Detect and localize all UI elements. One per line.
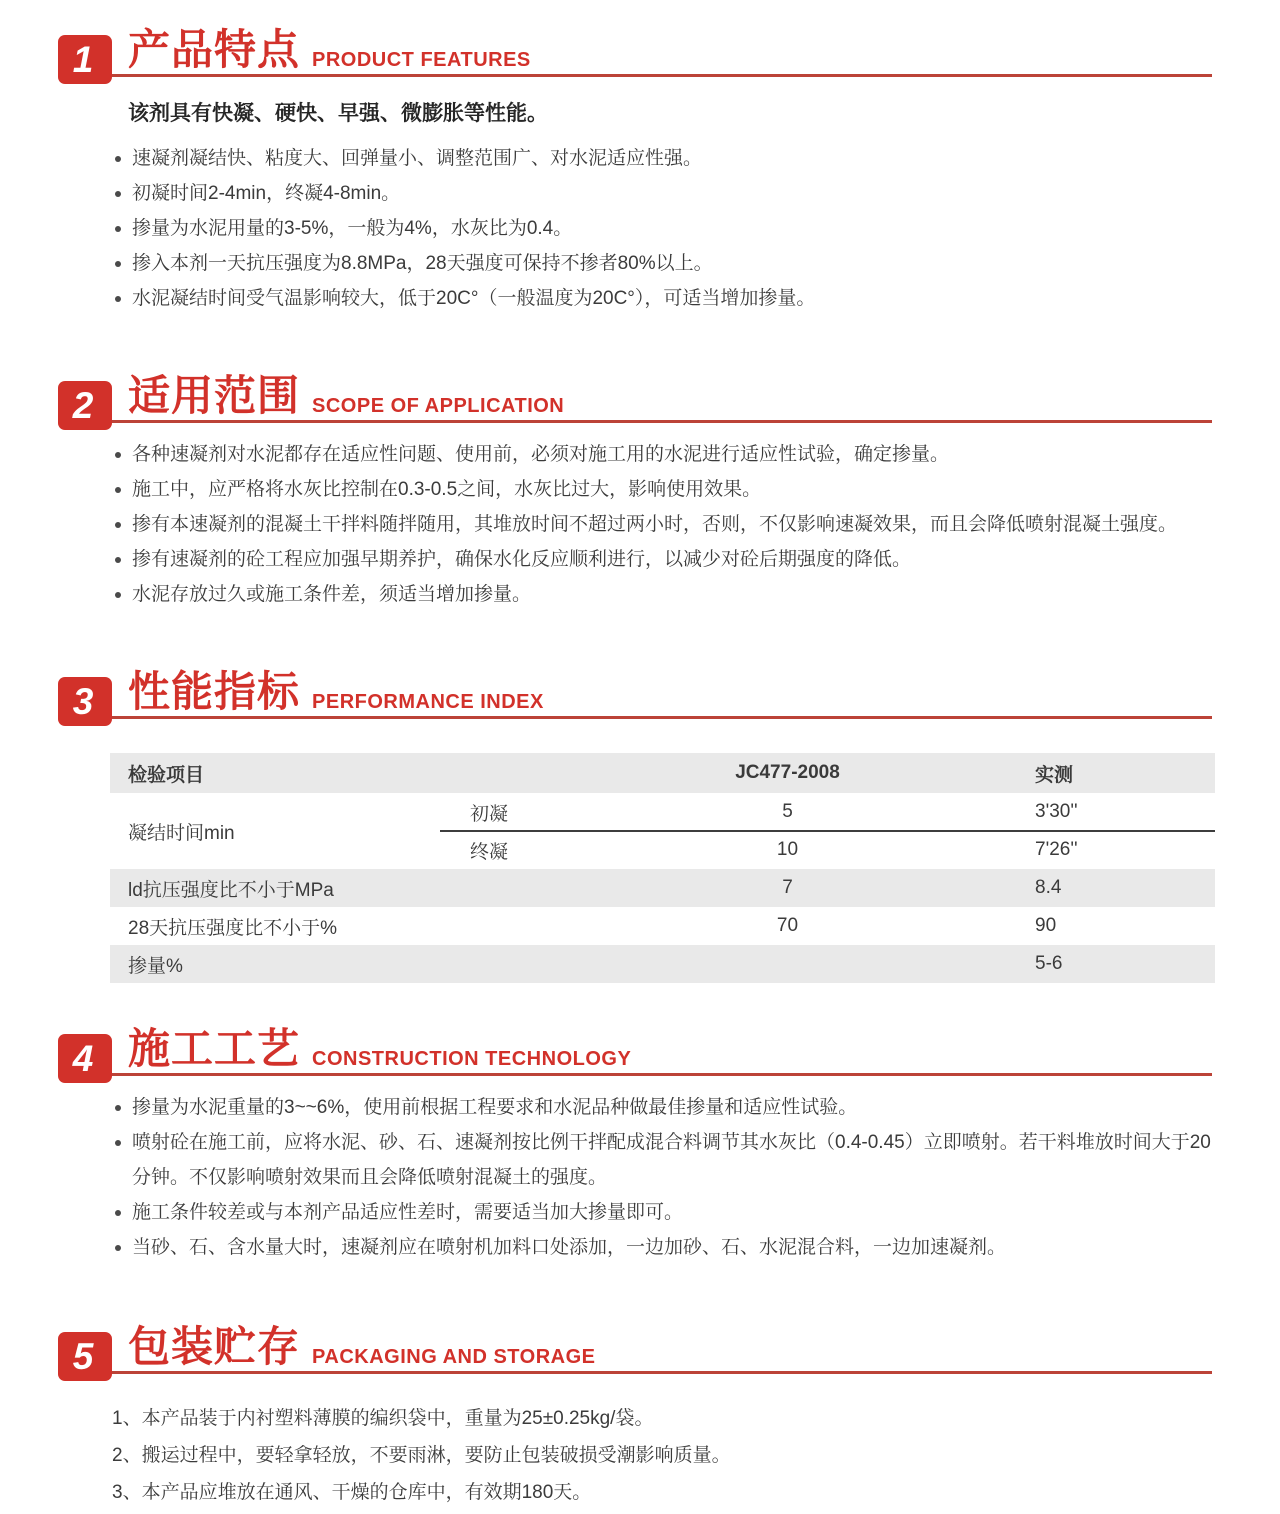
packaging-list xyxy=(112,1400,1212,1511)
bullet-icon xyxy=(115,487,121,493)
section-1-number: 1 xyxy=(72,39,94,80)
cell-standard: 5 xyxy=(782,801,793,822)
section-3-title-zh: 性能指标 xyxy=(128,668,301,715)
section-2-title-en: SCOPE OF APPLICATION xyxy=(312,395,565,417)
list-item xyxy=(115,246,1212,281)
list-item xyxy=(115,1230,1212,1265)
section-3-number: 3 xyxy=(72,681,94,722)
section-1-header xyxy=(58,26,1212,80)
section-4-title-zh: 施工工艺 xyxy=(128,1025,301,1072)
bullet-icon xyxy=(115,1105,121,1111)
section-2-number-badge xyxy=(58,381,112,430)
section-2-number: 2 xyxy=(72,385,94,426)
features-intro: 该剂具有快凝、硬快、早强、微膨胀等性能。 xyxy=(128,102,548,125)
table-row xyxy=(110,793,1215,831)
bullet-icon xyxy=(115,156,121,162)
performance-table xyxy=(110,753,1215,983)
bullet-icon xyxy=(115,522,121,528)
scope-list xyxy=(115,437,1212,612)
section-3-header xyxy=(58,668,1212,722)
list-item-text: 水泥存放过久或施工条件差，须适当增加掺量。 xyxy=(132,584,532,605)
numbered-item: 3、本产品应堆放在通风、干燥的仓库中，有效期180天。 xyxy=(112,1482,592,1503)
numbered-item: 2、搬运过程中，要轻拿轻放，不要雨淋，要防止包装破损受潮影响质量。 xyxy=(112,1445,731,1466)
numbered-item: 1、本产品装于内衬塑料薄膜的编织袋中，重量为25±0.25kg/袋。 xyxy=(112,1408,654,1429)
list-item xyxy=(115,1125,1212,1195)
cell-measured: 3'30'' xyxy=(1035,801,1078,822)
list-item-text: 各种速凝剂对水泥都存在适应性问题、使用前，必须对施工用的水泥进行适应性试验，确定掺量。 xyxy=(132,444,950,465)
list-item-text: 速凝剂凝结快、粘度大、回弹量小、调整范围广、对水泥适应性强。 xyxy=(132,148,703,169)
section-2-title-zh: 适用范围 xyxy=(128,372,301,419)
list-item xyxy=(115,437,1212,472)
bullet-icon xyxy=(115,1210,121,1216)
list-item xyxy=(115,542,1212,577)
bullet-icon xyxy=(115,452,121,458)
section-2-header xyxy=(58,372,1212,426)
section-product-features xyxy=(58,28,1212,316)
cell-label: 掺量% xyxy=(128,955,183,977)
column-header-item: 检验项目 xyxy=(128,764,205,786)
list-item-text: 掺量为水泥重量的3~~6%，使用前根据工程要求和水泥品种做最佳掺量和适应性试验。 xyxy=(132,1097,858,1118)
list-item-text: 喷射砼在施工前，应将水泥、砂、石、速凝剂按比例干拌配成混合料调节其水灰比（0.4-0.45）立即喷射。若干料堆放时间大于20分钟。不仅影响喷射效果而且会降低喷射混凝土的强度。 xyxy=(132,1132,1211,1188)
section-5-number-badge xyxy=(58,1332,112,1381)
section-construction-technology xyxy=(58,1027,1212,1265)
bullet-icon xyxy=(115,592,121,598)
section-1-title-en: PRODUCT FEATURES xyxy=(312,49,531,71)
section-4-number: 4 xyxy=(72,1038,94,1079)
section-1-title-zh: 产品特点 xyxy=(128,26,301,73)
bullet-icon xyxy=(115,557,121,563)
list-item-text: 掺量为水泥用量的3-5%，一般为4%，水灰比为0.4。 xyxy=(132,218,573,239)
section-packaging-storage xyxy=(58,1325,1212,1511)
section-3-number-badge xyxy=(58,677,112,726)
construction-list xyxy=(115,1090,1212,1265)
list-item-text: 掺有速凝剂的砼工程应加强早期养护，确保水化反应顺利进行，以减少对砼后期强度的降低。 xyxy=(132,549,912,570)
cell-measured: 8.4 xyxy=(1035,877,1062,898)
list-item-text: 初凝时间2-4min，终凝4-8min。 xyxy=(132,183,401,204)
table-row xyxy=(110,907,1215,945)
list-item xyxy=(115,176,1212,211)
list-item-text: 当砂、石、含水量大时，速凝剂应在喷射机加料口处添加，一边加砂、石、水泥混合料，一边加速凝剂。 xyxy=(132,1237,1007,1258)
cell-sub-name: 终凝 xyxy=(470,841,509,863)
cell-standard: 70 xyxy=(776,915,799,936)
list-item-text: 施工条件较差或与本剂产品适应性差时，需要适当加大掺量即可。 xyxy=(132,1202,684,1223)
cell-standard: 7 xyxy=(782,877,793,898)
cell-standard: 10 xyxy=(776,839,799,860)
table-row xyxy=(110,869,1215,907)
list-item xyxy=(115,211,1212,246)
cell-label: ld抗压强度比不小于MPa xyxy=(128,879,334,901)
column-header-measured: 实测 xyxy=(1035,764,1074,786)
list-item xyxy=(115,577,1212,612)
section-5-number: 5 xyxy=(72,1336,94,1377)
bullet-icon xyxy=(115,296,121,302)
list-item xyxy=(115,141,1212,176)
group-divider-line xyxy=(440,830,1215,832)
list-item xyxy=(115,472,1212,507)
bullet-icon xyxy=(115,226,121,232)
list-item-text: 掺有本速凝剂的混凝土干拌料随拌随用，其堆放时间不超过两小时，否则，不仅影响速凝效果，而且会降低喷射混凝土强度。 xyxy=(132,514,1178,535)
table-group-setting-time xyxy=(110,793,1215,869)
list-item xyxy=(115,507,1212,542)
section-4-number-badge xyxy=(58,1034,112,1083)
group-label: 凝结时间min xyxy=(128,822,235,844)
bullet-icon xyxy=(115,1140,121,1146)
section-5-title-zh: 包装贮存 xyxy=(128,1323,301,1370)
list-item xyxy=(115,1090,1212,1125)
section-4-header xyxy=(58,1025,1212,1079)
section-5-header xyxy=(58,1323,1212,1377)
bullet-icon xyxy=(115,261,121,267)
cell-measured: 7'26'' xyxy=(1035,839,1078,860)
section-scope-of-application xyxy=(58,374,1212,612)
column-header-standard: JC477-2008 xyxy=(735,762,840,783)
list-item-text: 水泥凝结时间受气温影响较大，低于20C°（一般温度为20C°），可适当增加掺量。 xyxy=(132,288,816,309)
list-item-text: 掺入本剂一天抗压强度为8.8MPa，28天强度可保持不掺者80%以上。 xyxy=(132,253,713,274)
features-list xyxy=(115,141,1212,316)
section-performance-index xyxy=(58,670,1212,983)
cell-label: 28天抗压强度比不小于% xyxy=(128,917,338,939)
list-item-text: 施工中，应严格将水灰比控制在0.3-0.5之间，水灰比过大，影响使用效果。 xyxy=(132,479,762,500)
section-1-number-badge xyxy=(58,35,112,84)
list-item xyxy=(115,281,1212,316)
bullet-icon xyxy=(115,191,121,197)
table-header-row xyxy=(110,753,1215,793)
table-row xyxy=(110,831,1215,869)
list-item xyxy=(115,1195,1212,1230)
cell-measured: 5-6 xyxy=(1035,953,1063,974)
section-3-title-en: PERFORMANCE INDEX xyxy=(312,691,544,713)
bullet-icon xyxy=(115,1245,121,1251)
section-4-title-en: CONSTRUCTION TECHNOLOGY xyxy=(312,1048,632,1070)
table-row xyxy=(110,945,1215,983)
cell-sub-name: 初凝 xyxy=(470,803,509,825)
section-5-title-en: PACKAGING AND STORAGE xyxy=(312,1346,596,1368)
cell-measured: 90 xyxy=(1035,915,1057,936)
